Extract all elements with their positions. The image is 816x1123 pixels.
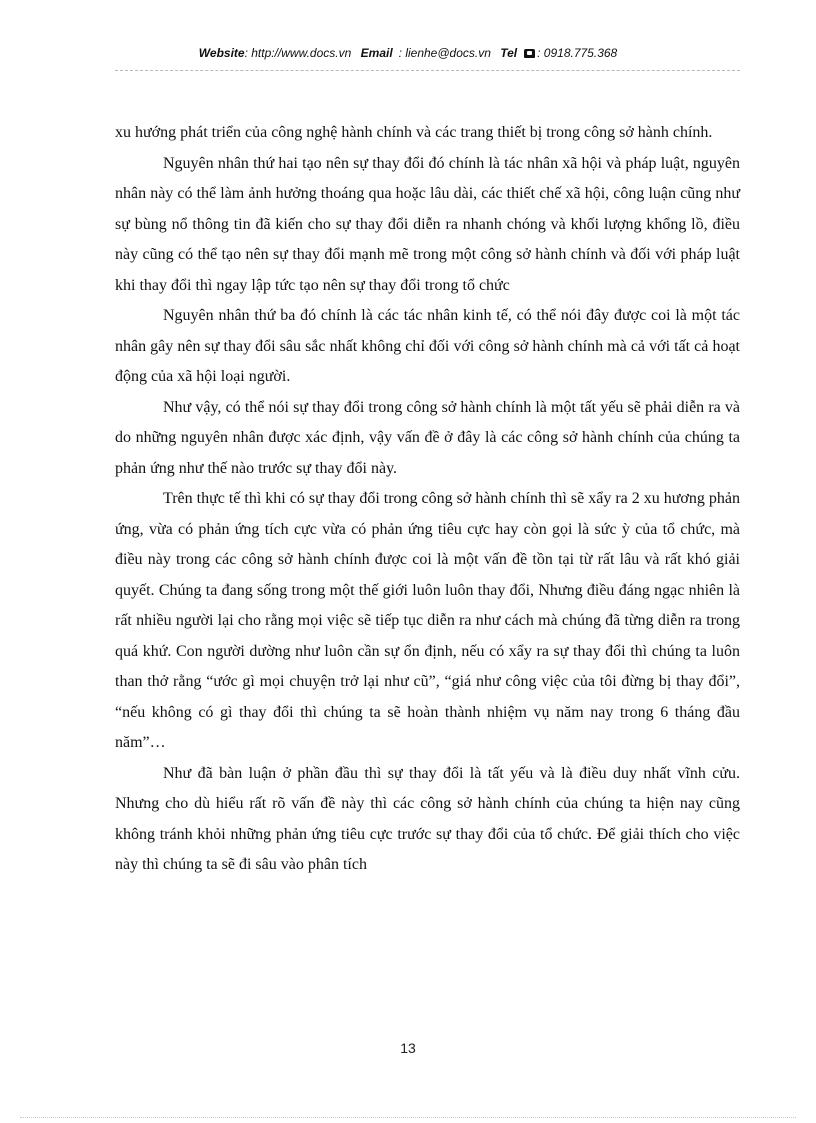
tel-label: Tel bbox=[500, 46, 518, 60]
page-header bbox=[0, 46, 816, 60]
page-number: 13 bbox=[400, 1040, 416, 1056]
body-paragraph: Nguyên nhân thứ ba đó chính là các tác nhân kinh tế, có thể nói đây được coi là một tác nhân gây nên sự thay đổi sâu sắc nhất không chỉ đối với công sở hành chính mà cả với tất cả hoạt động của xã hội loại người. bbox=[115, 307, 740, 385]
telephone-icon bbox=[524, 49, 535, 58]
body-paragraph: Như vậy, có thể nói sự thay đổi trong công sở hành chính là một tất yếu sẽ phải diễn ra và do những nguyên nhân được xác định, vậy vấn đề ở đây là các công sở hành chính của chúng ta phản ứng như thế nào trước sự thay đổi này. bbox=[115, 398, 740, 477]
body-paragraph: Như đã bàn luận ở phần đầu thì sự thay đổi là tất yếu và là điều duy nhất vĩnh cửu. Nhưng cho dù hiểu rất rõ vấn đề này thì các công sở hành chính của chúng ta hiện nay cũng không tránh khỏi những phản ứng tiêu cực trước sự thay đổi của tổ chức. Để giải thích cho việc này thì chúng ta sẽ đi sâu vào phân tích bbox=[115, 764, 740, 873]
header-divider bbox=[115, 70, 740, 71]
document-body bbox=[115, 118, 740, 881]
tel-value: : 0918.775.368 bbox=[537, 46, 618, 60]
email-label: Email bbox=[360, 46, 393, 60]
website-label: Website bbox=[198, 46, 245, 60]
body-paragraph: Nguyên nhân thứ hai tạo nên sự thay đổi đó chính là tác nhân xã hội và pháp luật, nguyên nhân này có thể làm ảnh hưởng thoáng qua hoặc lâu dài, các thiết chế xã hội, công luận cũng như sự bùng nổ thông tin đã kiến cho sự thay đổi diễn ra nhanh chóng và khối lượng khổng lồ, điều này cũng có thể tạo nên sự thay đổi mạnh mẽ trong một công sở hành chính và đối với pháp luật khi thay đổi thì ngay lập tức tạo nên sự thay đổi trong tổ chức bbox=[115, 154, 740, 294]
body-paragraph: xu hướng phát triển của công nghệ hành chính và các trang thiết bị trong công sở hành chính. bbox=[115, 124, 713, 141]
website-value[interactable]: : http://www.docs.vn bbox=[244, 46, 352, 60]
email-value[interactable]: : lienhe@docs.vn bbox=[398, 46, 491, 60]
body-paragraph: Trên thực tế thì khi có sự thay đổi trong công sở hành chính thì sẽ xẩy ra 2 xu hương phản ứng, vừa có phản ứng tích cực vừa có phản ứng tiêu cực hay còn gọi là sức ỳ của tổ chức, mà điều này trong các công sở hành chính được coi là một vấn đề tồn tại từ rất lâu và rất khó giải quyết. Chúng ta đang sống trong một thế giới luôn luôn thay đổi, Nhưng điều đáng ngạc nhiên là rất nhiều người lại cho rằng mọi việc sẽ tiếp tục diễn ra như cách mà chúng đã từng diễn ra trong quá khứ. Con người dường như luôn cần sự ổn định, nếu có xẩy ra sự thay đổi thì chúng ta luôn than thở rằng “ước gì mọi chuyện trở lại như cũ”, “giá như công việc của tôi đừng bị thay đổi”, “nếu không có gì thay đổi thì chúng ta sẽ hoàn thành nhiệm vụ năm nay trong 6 tháng đầu năm”… bbox=[115, 490, 740, 751]
footer-divider bbox=[20, 1117, 796, 1118]
